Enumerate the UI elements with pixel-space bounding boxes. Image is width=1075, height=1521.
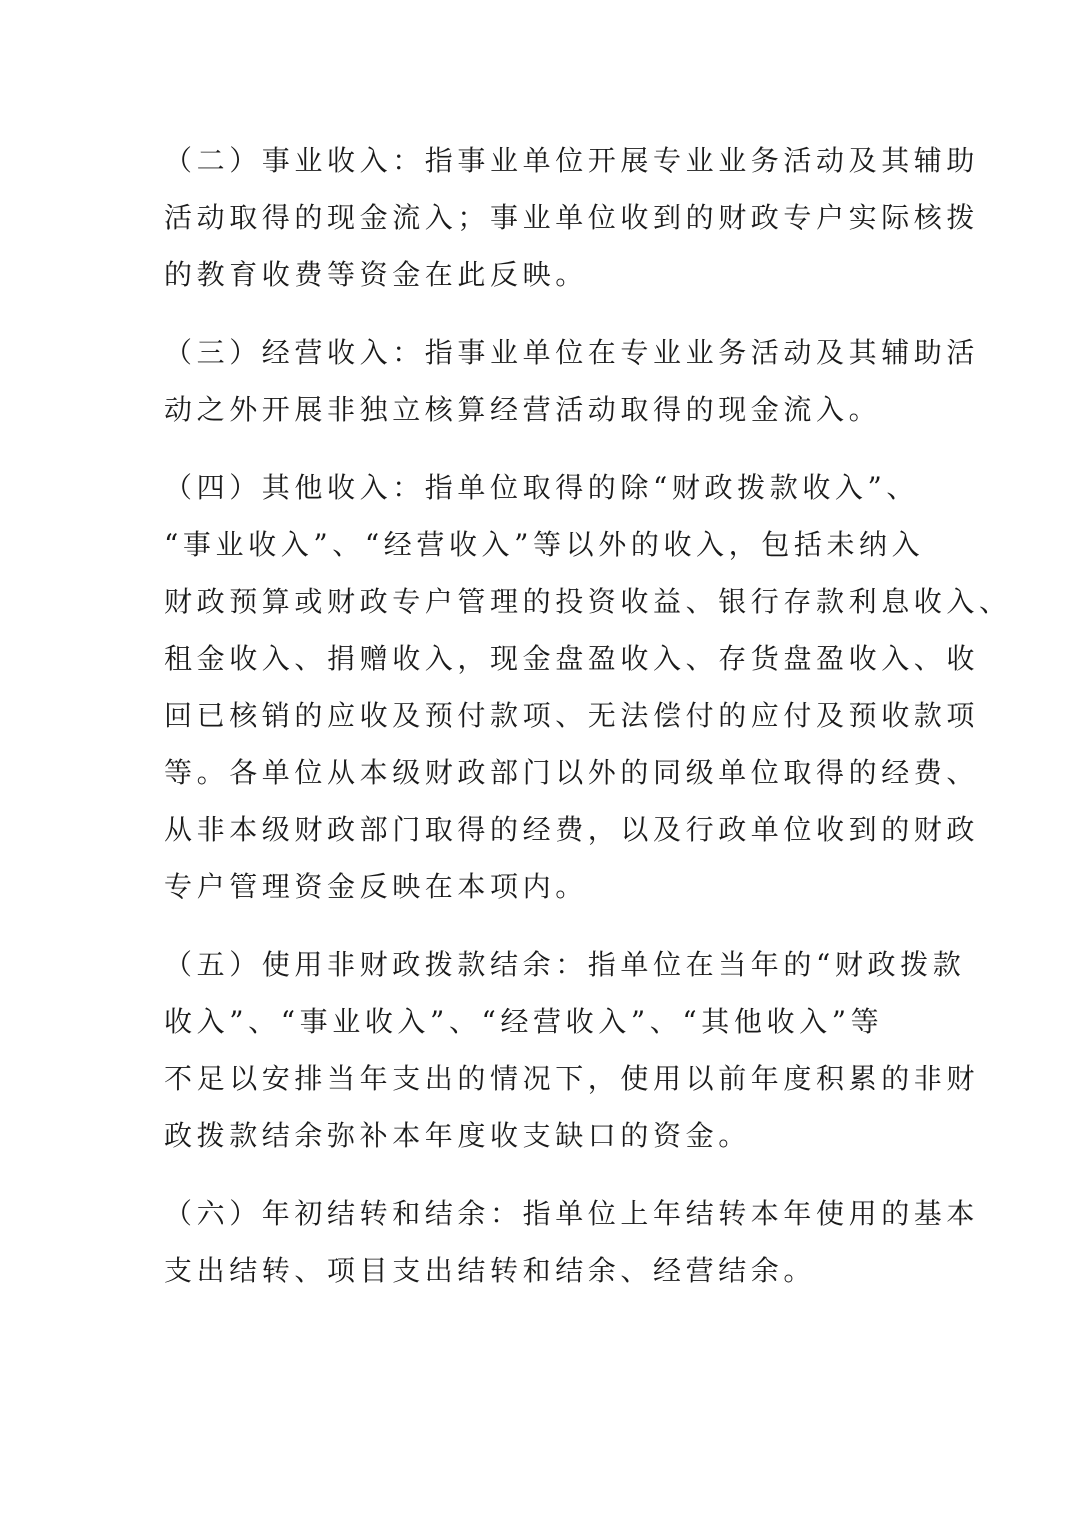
paragraph-line: 的教育收费等资金在此反映。 (164, 258, 588, 291)
paragraph-line: 专户管理资金反映在本项内。 (164, 870, 588, 903)
paragraph-line: 等。各单位从本级财政部门以外的同级单位取得的经费、 (164, 756, 980, 789)
paragraph-line: 不足以安排当年支出的情况下，使用以前年度积累的非财 (164, 1062, 980, 1095)
paragraph-line: （三）经营收入：指事业单位在专业业务活动及其辅助活 (164, 336, 980, 369)
paragraph-line: （六）年初结转和结余：指单位上年结转本年使用的基本 (164, 1197, 980, 1230)
paragraph-line: （二）事业收入：指事业单位开展专业业务活动及其辅助 (164, 144, 980, 177)
paragraph-line: 租金收入、捐赠收入，现金盘盈收入、存货盘盈收入、收 (164, 642, 980, 675)
paragraph-shiyong-jieyu (164, 936, 980, 1164)
paragraph-line: 从非本级财政部门取得的经费，以及行政单位收到的财政 (164, 813, 980, 846)
paragraph-line: （五）使用非财政拨款结余：指单位在当年的“财政拨款 (164, 948, 966, 981)
paragraph-gap (164, 1164, 934, 1185)
paragraph-line: 回已核销的应收及预付款项、无法偿付的应付及预收款项 (164, 699, 980, 732)
paragraph-nianchu-jiezhuan (164, 1185, 980, 1299)
paragraph-line: 支出结转、项目支出结转和结余、经营结余。 (164, 1254, 817, 1287)
paragraph-line: 动之外开展非独立核算经营活动取得的现金流入。 (164, 393, 882, 426)
paragraph-shiye-shouru (164, 132, 980, 303)
paragraph-line: 收入”、“事业收入”、“经营收入”、“其他收入”等 (164, 1005, 884, 1038)
paragraph-line: “事业收入”、“经营收入”等以外的收入，包括未纳入 (164, 528, 925, 561)
paragraph-line: 政拨款结余弥补本年度收支缺口的资金。 (164, 1119, 751, 1152)
paragraph-gap (164, 915, 934, 936)
paragraph-line: 活动取得的现金流入；事业单位收到的财政专户实际核拨 (164, 201, 980, 234)
paragraph-jingying-shouru (164, 324, 980, 438)
paragraph-qita-shouru (164, 459, 1012, 915)
paragraph-gap (164, 303, 934, 324)
paragraph-line: （四）其他收入：指单位取得的除“财政拨款收入”、 (164, 471, 920, 504)
document-body (164, 132, 1012, 1299)
paragraph-line: 财政预算或财政专户管理的投资收益、银行存款利息收入、 (164, 585, 1012, 618)
paragraph-gap (164, 438, 934, 459)
